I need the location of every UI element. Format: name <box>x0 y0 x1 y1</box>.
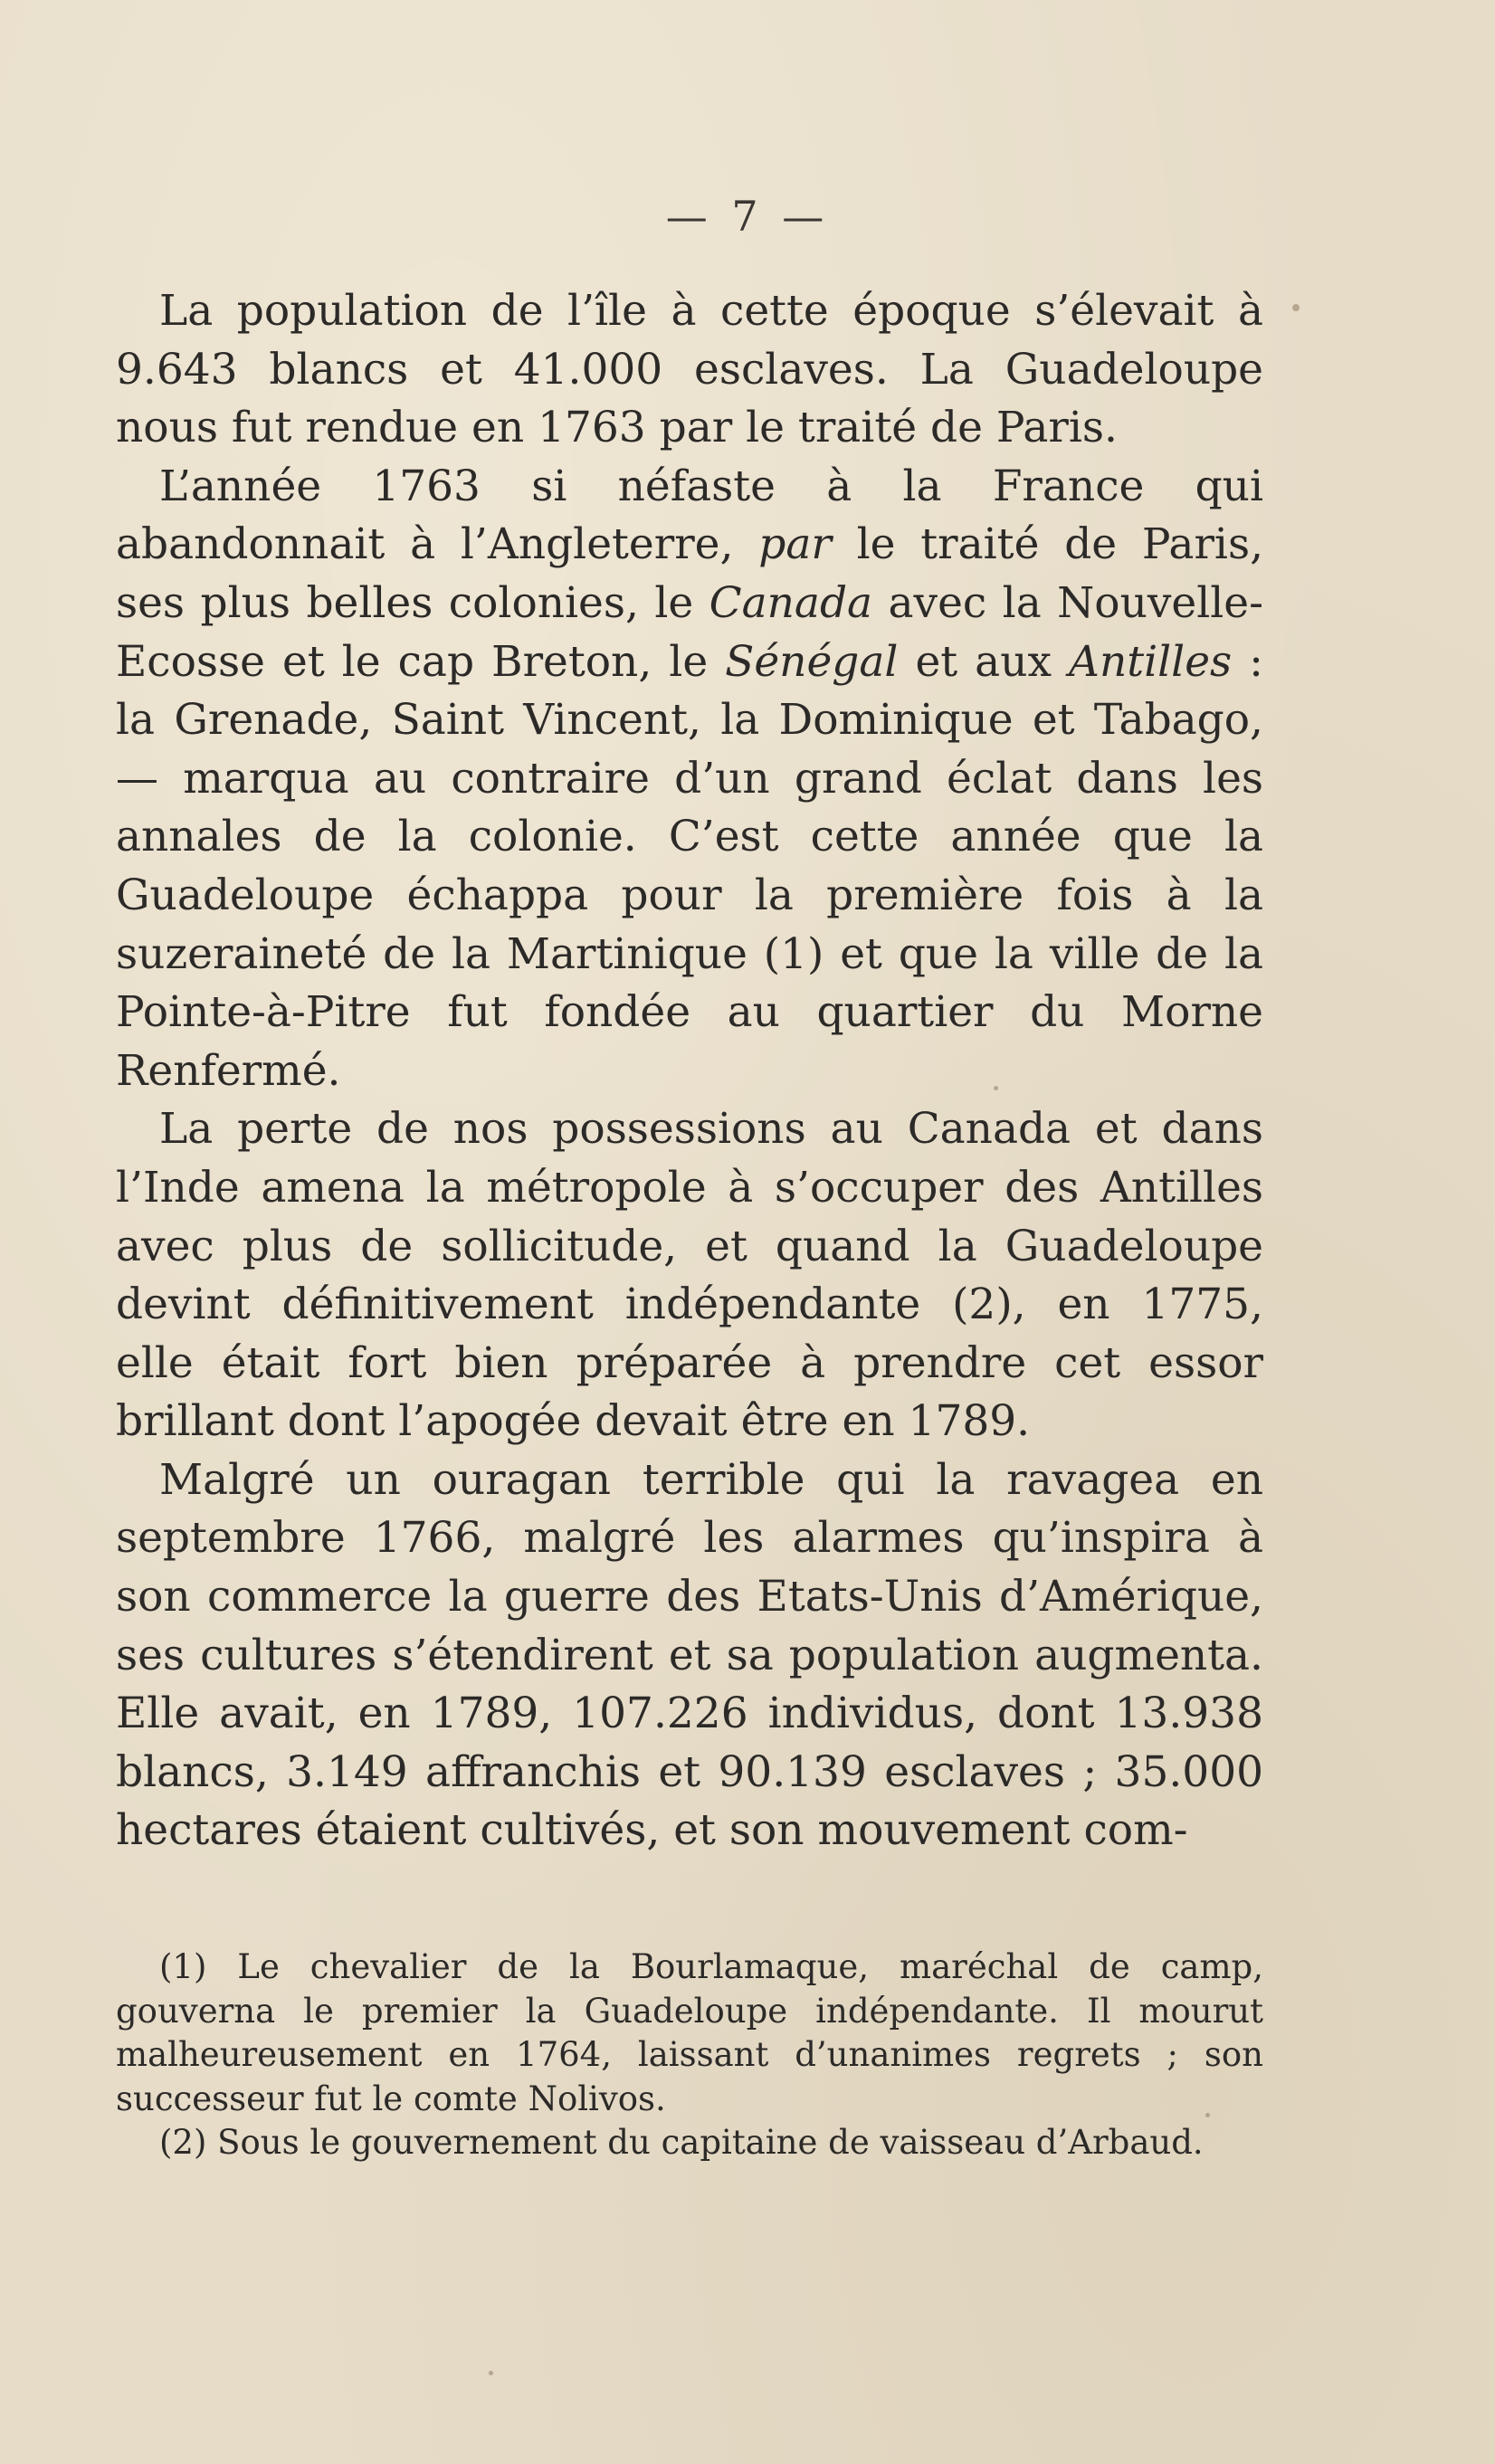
p2-text-d: et aux <box>898 636 1069 687</box>
p2-text-b: le traité de Paris, ses plus belles colonies, le <box>116 519 1264 628</box>
paragraph-year-1763 <box>116 458 1263 1101</box>
paper-speck <box>489 2371 493 2375</box>
footnote-1: (1) Le chevalier de la Bourlamaque, maréchal de camp, gouverna le premier la Guadeloupe indépendante. Il mourut malheureusement en 1764, laissant d’unanimes regrets ; son successeur fut le comte Nolivos. <box>116 1947 1263 2118</box>
paragraph-population: La population de l’île à cette époque s’élevait à 9.643 blancs et 41.000 esclaves. La Guadeloupe nous fut rendue en 1763 par le traité de Paris. <box>116 286 1263 453</box>
p2-italic-senegal: Sénégal <box>725 636 899 687</box>
page-number: — 7 — <box>665 192 830 241</box>
p2-text-e: : la Grenade, Saint Vincent, la Dominique et Tabago, — marqua au contraire d’un grand éclat dans les annales de la colonie. C’est cette année que la Guadeloupe échappa pour la première fois à la suzeraineté de la Martinique (1) et que la ville de la Pointe-à-Pitre fut fondée au quartier du Morne Renfermé. <box>116 636 1263 1096</box>
p2-italic-canada: Canada <box>709 577 873 628</box>
p2-italic-antilles: Antilles <box>1069 636 1233 687</box>
paper-speck <box>1292 304 1300 311</box>
paper-speck <box>1205 2113 1210 2117</box>
footnotes <box>116 1946 1263 2165</box>
p2-italic-par: par <box>758 519 832 570</box>
main-text <box>116 282 1263 1860</box>
paper-speck <box>994 1086 998 1090</box>
p2-text-c: avec la Nouvelle-Ecosse et le cap Breton, le <box>116 577 1263 687</box>
paragraph-canada-inde: La perte de nos possessions au Canada et dans l’Inde amena la métropole à s’occuper des Antilles avec plus de sollicitude, et quand la Guadeloupe devint définitivement indépendante (2), en 1775, elle était fort bien préparée à prendre cet essor brillant dont l’apogée devait être en 1789. <box>116 1104 1263 1447</box>
footnote-2: (2) Sous le gouvernement du capitaine de vaisseau d’Arbaud. <box>159 2123 1204 2162</box>
p2-text-a: L’année 1763 si néfaste à la France qui abandonnait à l’Angleterre, <box>116 461 1263 570</box>
paragraph-ouragan: Malgré un ouragan terrible qui la ravagea en septembre 1766, malgré les alarmes qu’inspira à son commerce la guerre des Etats-Unis d’Amérique, ses cultures s’étendirent et sa population augmenta. Elle avait, en 1789, 107.226 individus, dont 13.938 blancs, 3.149 affranchis et 90.139 esclaves ; 35.000 hectares étaient cultivés, et son mouvement com- <box>116 1454 1263 1856</box>
